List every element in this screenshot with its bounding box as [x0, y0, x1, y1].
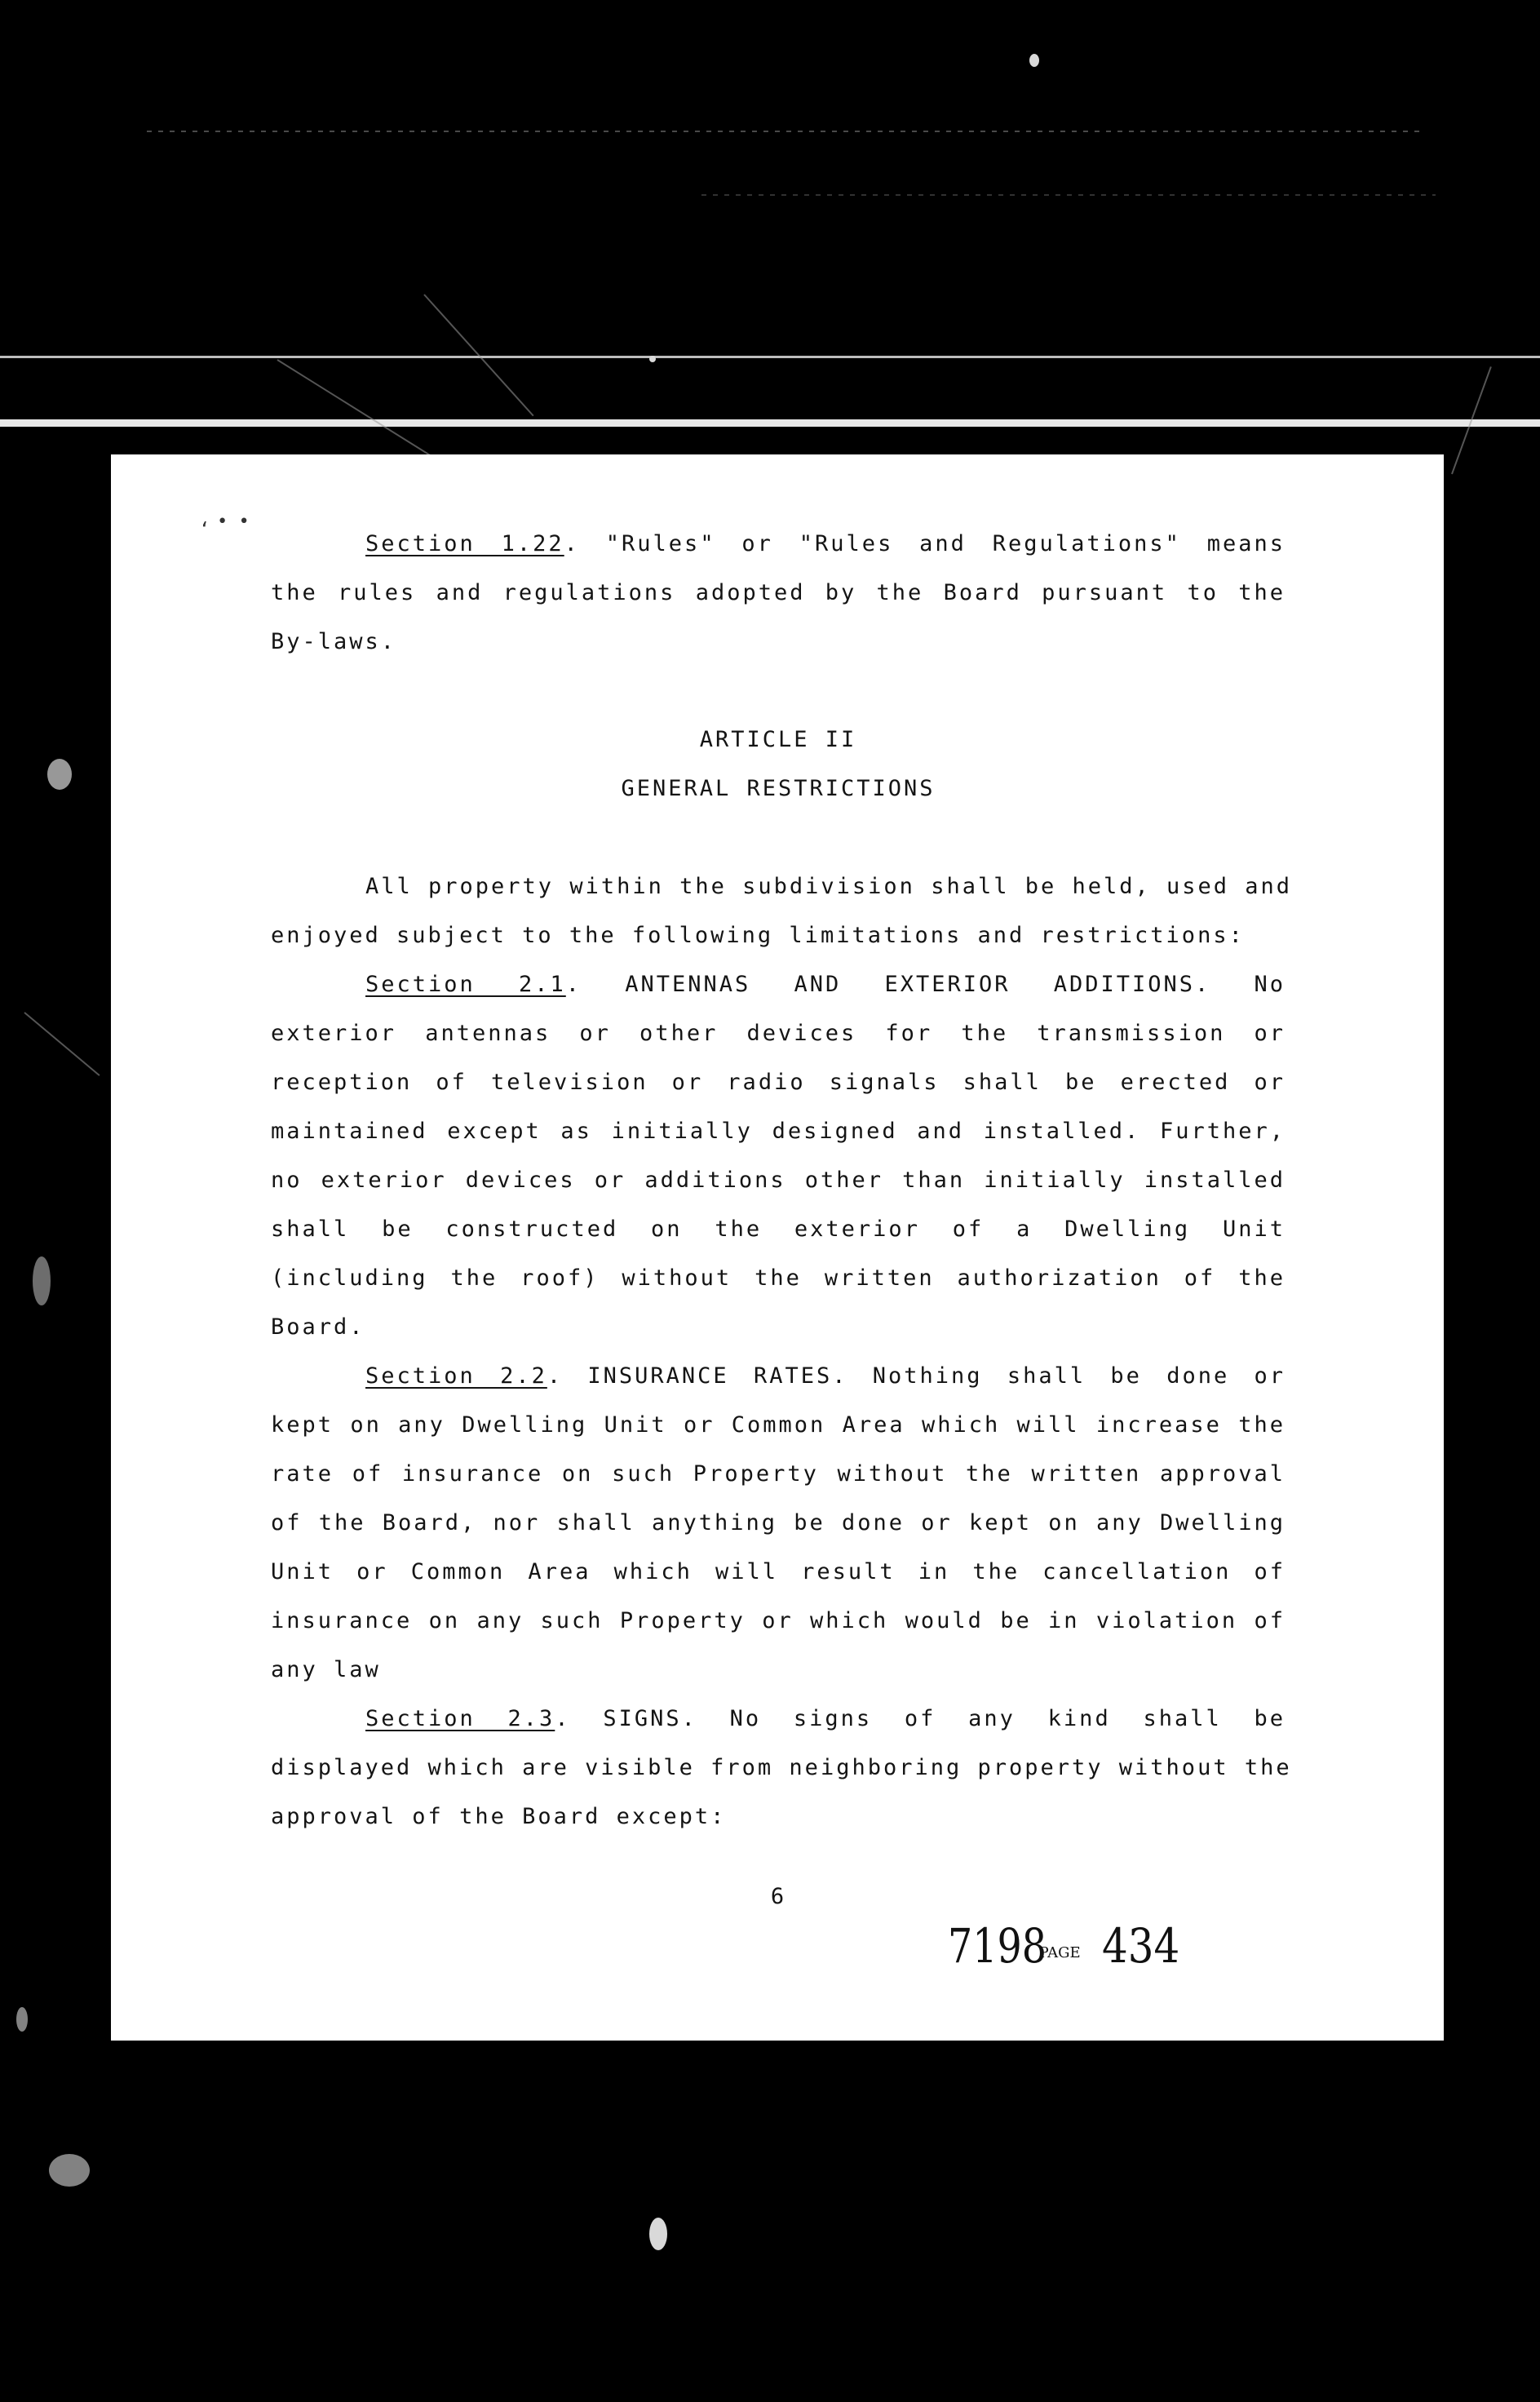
scan-noise-line: [147, 131, 1419, 132]
text-line: kept on any Dwelling Unit or Common Area which will increase the: [271, 1412, 1286, 1438]
scan-speck: [16, 2007, 28, 2032]
text-line: of the Board, nor shall anything be done or kept on any Dwelling: [271, 1510, 1286, 1536]
section-heading: Section 1.22: [365, 531, 564, 556]
page-number: 6: [770, 1884, 785, 1909]
text-line: exterior antennas or other devices for the transmission or: [271, 1021, 1286, 1046]
scan-speck: [33, 1256, 51, 1305]
text-line: rate of insurance on such Property without the written approval: [271, 1461, 1286, 1487]
section-heading: Section 2.1: [365, 972, 566, 997]
scan-frame-edge: [0, 419, 1540, 427]
book-number: 7198: [948, 1918, 1047, 1974]
text-line: Section 1.22. "Rules" or "Rules and Regulations" means: [365, 531, 1286, 556]
text-line: shall be constructed on the exterior of a Dwelling Unit: [271, 1217, 1286, 1242]
text-line: Section 2.1. ANTENNAS AND EXTERIOR ADDITIONS. No: [365, 972, 1286, 997]
section-heading: Section 2.3: [365, 1706, 555, 1731]
text-line: Section 2.2. INSURANCE RATES. Nothing shall be done or: [365, 1363, 1286, 1389]
recorded-page-number: 434: [1101, 1918, 1179, 1974]
text-line: displayed which are visible from neighboring property without the: [271, 1755, 1292, 1780]
text-line: any law: [271, 1657, 381, 1682]
article-title: GENERAL RESTRICTIONS: [621, 776, 936, 801]
text-line: enjoyed subject to the following limitations and restrictions:: [271, 923, 1245, 948]
document-body: [271, 520, 1293, 1841]
scan-speck: [649, 2218, 667, 2250]
text-line: reception of television or radio signals shall be erected or: [271, 1070, 1286, 1095]
text-line: By-laws.: [271, 629, 397, 654]
text-line: Unit or Common Area which will result in the cancellation of: [271, 1559, 1286, 1584]
scan-noise-line: [701, 194, 1436, 196]
text-line: (including the roof) without the written authorization of the: [271, 1265, 1286, 1291]
text-line: the rules and regulations adopted by the Board pursuant to the: [271, 580, 1286, 605]
scan-speck: [47, 759, 72, 790]
page-label: PAGE: [1038, 1944, 1081, 1961]
text-line: no exterior devices or additions other than initially installed: [271, 1168, 1286, 1193]
text-line: approval of the Board except:: [271, 1804, 727, 1829]
scanned-page: [111, 454, 1444, 2041]
scan-frame-line: [0, 356, 1540, 358]
text-line: insurance on any such Property or which would be in violation of: [271, 1608, 1286, 1633]
scan-scratch: [24, 1012, 100, 1076]
text-line: Board.: [271, 1314, 365, 1340]
text-line: All property within the subdivision shall be held, used and: [365, 874, 1293, 899]
section-heading: Section 2.2: [365, 1363, 547, 1389]
article-number: ARTICLE II: [699, 727, 857, 752]
margin-mark: • •: [217, 512, 250, 532]
scan-speck: [1029, 54, 1039, 67]
scan-speck: [649, 356, 656, 362]
scan-speck: [49, 2154, 90, 2187]
recording-stamp: [948, 1918, 1192, 1974]
text-line: maintained except as initially designed and installed. Further,: [271, 1119, 1286, 1144]
text-line: Section 2.3. SIGNS. No signs of any kind shall be: [365, 1706, 1286, 1731]
margin-mark: ‘: [199, 520, 210, 540]
